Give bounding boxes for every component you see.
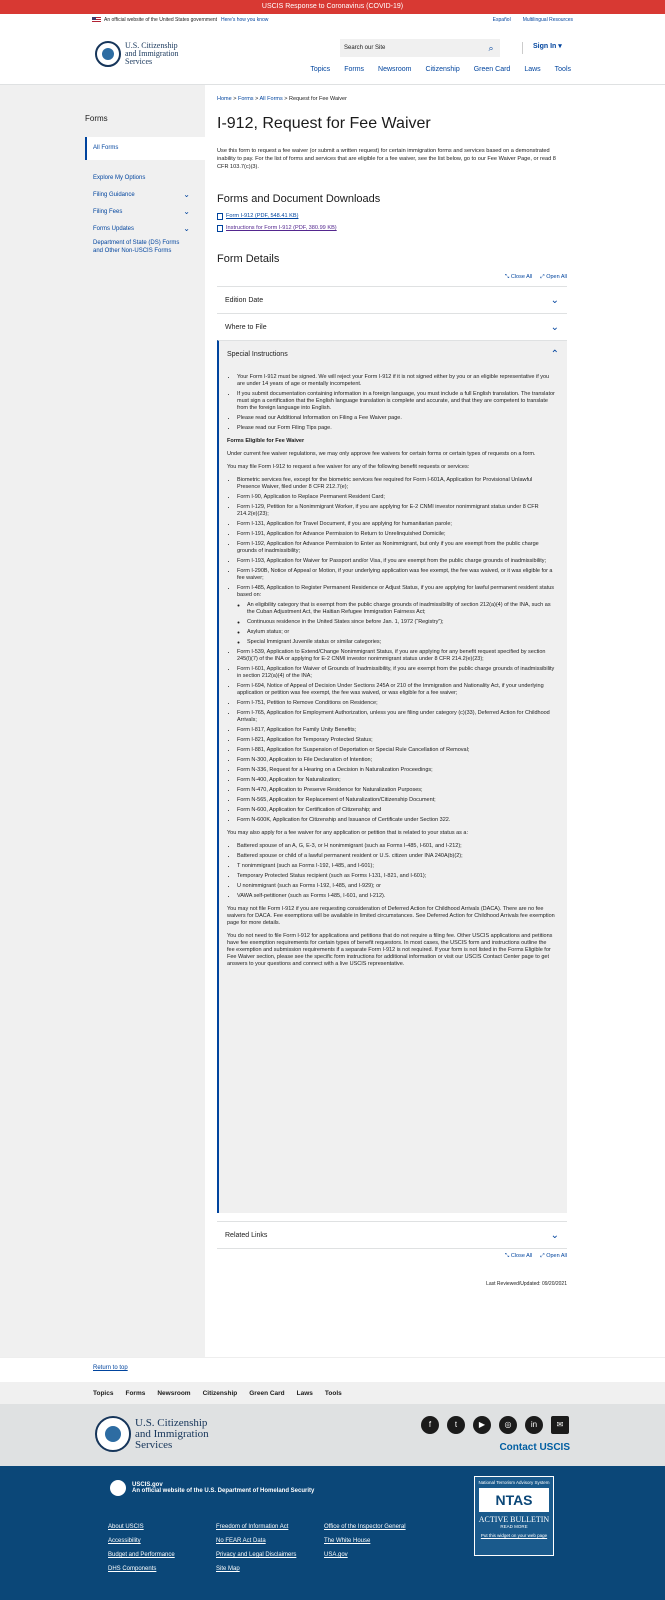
breadcrumb: Home > Forms > All Forms > Request for Fee Waiver <box>217 96 347 102</box>
sign-in-label: Sign In <box>533 43 557 50</box>
list-item: ◦ Continuous residence in the United States since before Jan. 1, 1972 (“Registry”); <box>247 619 555 626</box>
accordion-related-links[interactable] <box>217 1221 567 1248</box>
main-content <box>205 85 665 1357</box>
sign-in-button[interactable]: Sign In ▾ <box>522 42 562 54</box>
list-item: • Battered spouse of an A, G, E-3, or H nonimmigrant (such as Forms I-485, I-601, and I-212); <box>237 843 555 850</box>
list-item: • U nonimmigrant (such as Forms I-192, I-485, and I-929); or <box>237 883 555 890</box>
instagram-icon[interactable]: ◎ <box>499 1416 517 1434</box>
list-item: • Form N-565, Application for Replacement of Naturalization/Citizenship Document; <box>237 797 555 804</box>
list-item: • If you submit documentation containing information in a foreign language, you must include a full English translation. The translator must sign a certification that the English language translation is complete and accurate, and that they are competent to translate from the foreign language into English. <box>237 391 555 412</box>
footer-link[interactable]: DHS Components <box>108 1566 157 1572</box>
list-item[interactable]: • Please read our Form Filing Tips page. <box>237 425 555 432</box>
contact-uscis-link[interactable]: Contact USCIS <box>499 1442 570 1453</box>
list-item: • Temporary Protected Status recipient (such as Forms I-131, I-821, and I-601); <box>237 873 555 880</box>
footer-logo[interactable] <box>95 1416 209 1452</box>
crumb-current: Request for Fee Waiver <box>289 96 347 102</box>
twitter-icon[interactable]: t <box>447 1416 465 1434</box>
social-links <box>421 1416 569 1434</box>
sidebar-item-state-forms[interactable]: Department of State (DS) Forms and Other Non-USCIS Forms <box>93 240 180 254</box>
download-instructions-label[interactable]: Instructions for Form I-912 (PDF, 380.99 KB) <box>226 225 337 231</box>
chevron-down-icon: ⌄ <box>550 1229 559 1241</box>
nav-laws[interactable]: Laws <box>524 66 541 73</box>
dhs-official-label[interactable]: An official website of the U.S. Department of Homeland Security <box>132 1488 315 1494</box>
accordion-where-to-file[interactable] <box>217 313 567 340</box>
list-item: • T nonimmigrant (such as Forms I-192, I-485, and I-601); <box>237 863 555 870</box>
list-item: • Form I-131, Application for Travel Document, if you are applying for humanitarian parole; <box>237 521 555 528</box>
open-all-button[interactable]: ⤢ Open All <box>540 1253 567 1259</box>
nav-citizenship[interactable]: Citizenship <box>425 66 460 73</box>
gov-banner <box>0 14 665 25</box>
crumb-all-forms[interactable]: All Forms <box>259 96 283 102</box>
crumb-forms[interactable]: Forms <box>237 96 254 102</box>
logo-line: U.S. Citizenship <box>135 1416 208 1429</box>
special-instructions-panel <box>217 367 567 1213</box>
list-item: • Form I-751, Petition to Remove Conditions on Residence; <box>237 700 555 707</box>
list-item: • Form N-470, Application to Preserve Residence for Naturalization Purposes; <box>237 787 555 794</box>
download-instructions-link[interactable] <box>217 225 665 232</box>
footer-nav-green-card[interactable]: Green Card <box>249 1389 285 1397</box>
list-item: • Form I-193, Application for Waiver for Passport and/or Visa, if you are exempt from the public charge grounds of inadmissibility; <box>237 558 555 565</box>
search-input[interactable] <box>340 39 500 57</box>
file-icon <box>217 213 223 220</box>
intro-text: Use this form to request a fee waiver (or submit a written request) for certain immigration forms and services based on a demonstrated inability to pay. For the list of forms and services that are eligible for a fee waiver, see the list below, go to our Fee Waiver Page, or read 8 CFR 103.7(c)(3). <box>217 148 556 170</box>
sidebar-title: Forms <box>85 114 108 123</box>
linkedin-icon[interactable]: in <box>525 1416 543 1434</box>
footer-link[interactable]: The White House <box>324 1538 371 1544</box>
footer-nav-newsroom[interactable]: Newsroom <box>157 1389 191 1397</box>
list-item: • Battered spouse or child of a lawful permanent resident or U.S. citizen under INA 240A(b)(2); <box>237 853 555 860</box>
ntas-read-more[interactable]: READ MORE <box>500 1524 528 1529</box>
official-site-text: An official website of the United States government <box>104 16 218 23</box>
nav-forms[interactable]: Forms <box>344 66 365 73</box>
uscis-logo[interactable] <box>95 41 179 67</box>
crumb-home[interactable]: Home <box>217 96 232 102</box>
list-item: • Form I-694, Notice of Appeal of Decision Under Sections 245A or 210 of the Immigration and Nationality Act, if your underlying application or petition was fee exempt, the fee was waived, or was eligible for a fee waiver; <box>237 683 555 697</box>
footer-link[interactable]: Budget and Performance <box>108 1552 175 1558</box>
footer-link[interactable]: Privacy and Legal Disclaimers <box>216 1552 297 1558</box>
footer-link[interactable]: Site Map <box>216 1566 240 1572</box>
list-item: • Form I-881, Application for Suspension of Deportation or Special Rule Cancellation of Removal; <box>237 747 555 754</box>
search-icon[interactable]: ⌕ <box>488 42 494 53</box>
close-all-button[interactable]: ⤡ Close All <box>504 1253 533 1259</box>
sidebar-item-all-forms[interactable]: All Forms <box>85 137 205 160</box>
footer-link[interactable]: Office of the Inspector General <box>324 1524 406 1530</box>
eligible-p2: You may file Form I-912 to request a fee waiver for any of the following benefit requests or services: <box>227 464 470 470</box>
list-item: • Form I-601, Application for Waiver of Grounds of Inadmissibility, if you are exempt from the public charge grounds of inadmissibility in section 212(a)(4) of the INA; <box>237 666 555 680</box>
last-reviewed: Last Reviewed/Updated: 09/20/2021 <box>486 1281 567 1287</box>
nav-green-card[interactable]: Green Card <box>473 66 511 73</box>
list-item: • Biometric services fee, except for the biometric services fee required for Form I-601A, Application for Provisional Unlawful Presence Waiver, filed under 8 CFR 212.7(e); <box>237 477 555 491</box>
open-all-button[interactable]: ⤢ Open All <box>540 274 567 280</box>
sidebar-item-explore[interactable] <box>85 169 190 186</box>
list-item: • Form N-336, Request for a Hearing on a Decision in Naturalization Proceedings; <box>237 767 555 774</box>
chevron-down-icon[interactable]: ⌄ <box>183 207 190 216</box>
chevron-up-icon: ⌃ <box>550 348 559 360</box>
ntas-title: National Terrorism Advisory System <box>478 1480 550 1485</box>
footer-nav <box>0 1382 665 1404</box>
email-icon[interactable]: ✉ <box>551 1416 569 1434</box>
list-item[interactable]: • Please read our Additional Information on Filing a Fee Waiver page. <box>237 415 555 422</box>
footer-nav-laws[interactable]: Laws <box>296 1389 313 1397</box>
i485-sublist <box>237 602 555 646</box>
ntas-widget-link[interactable]: Put this widget on your web page <box>480 1533 548 1538</box>
footer-nav-topics[interactable]: Topics <box>93 1389 114 1397</box>
uscis-gov-label: USCIS.gov <box>132 1482 163 1488</box>
status-intro: You may also apply for a fee waiver for any application or petition that is related to your status as a: <box>227 830 469 836</box>
nav-topics[interactable]: Topics <box>310 66 331 73</box>
footer-link[interactable]: No FEAR Act Data <box>216 1538 266 1544</box>
dhs-identifier <box>110 1480 314 1496</box>
list-item: ◦ An eligibility category that is exempt from the public charge grounds of inadmissibility of section 212(a)(4) of the INA, such as the Cuban Adjustment Act, the Haitian Refugee Immigration Fairness Act; <box>247 602 555 616</box>
download-form-label[interactable]: Form I-912 (PDF, 548.41 KB) <box>226 213 299 219</box>
list-item: ◦ Asylum status; or <box>247 629 555 636</box>
ntas-active-bulletin: ACTIVE BULLETIN <box>478 1515 550 1524</box>
ntas-widget[interactable] <box>474 1476 554 1556</box>
accordion-label: Special Instructions <box>227 350 288 358</box>
ntas-logo: NTAS <box>479 1488 549 1512</box>
chevron-down-icon: ⌄ <box>550 294 559 306</box>
close-all-button[interactable]: ⤡ Close All <box>504 274 533 280</box>
list-item: • Your Form I-912 must be signed. We will reject your Form I-912 if it is not signed either by you or an eligible representative if you are under 14 years of age or mentally incompetent. <box>237 374 555 388</box>
accordion-edition-date[interactable] <box>217 286 567 313</box>
eligible-list <box>227 477 555 824</box>
logo-line: and Immigration <box>135 1427 209 1440</box>
chevron-down-icon: ⌄ <box>550 321 559 333</box>
facebook-icon[interactable]: f <box>421 1416 439 1434</box>
file-icon <box>217 225 223 232</box>
chevron-down-icon[interactable]: ⌄ <box>183 224 190 233</box>
accordion-label: Edition Date <box>225 296 264 304</box>
site-header <box>0 25 665 85</box>
daca-text: You may not file Form I-912 if you are requesting consideration of Deferred Action for Childhood Arrivals (DACA). There are no fee waivers for DACA. Fee exemptions will be available in limited circumstances. See Deferred Action for Childhood Arrivals fee exemption page for more details. <box>227 906 555 926</box>
form-details-heading: Form Details <box>217 253 280 265</box>
list-item: • Form I-90, Application to Replace Permanent Resident Card; <box>237 494 555 501</box>
list-item: • Form I-290B, Notice of Appeal or Motion, if your underlying application was fee exempt, the fee was waived, or it was eligible for a fee waiver; <box>237 568 555 582</box>
footer-link[interactable]: Freedom of Information Act <box>216 1524 289 1530</box>
dhs-seal-icon <box>95 1416 131 1452</box>
list-item: • Form N-300, Application to File Declaration of Intention; <box>237 757 555 764</box>
list-item: • VAWA self-petitioner (such as Forms I-485, I-601, and I-212). <box>237 893 555 900</box>
search-placeholder: Search our Site <box>344 45 386 51</box>
si-list <box>227 374 555 432</box>
list-item: • Form I-765, Application for Employment Authorization, unless you are filing under category (c)(33), Deferred Action for Childhood Arrivals; <box>237 710 555 724</box>
sidebar-item-label: Forms Updates <box>93 225 135 232</box>
sidebar-item-forms-updates[interactable] <box>85 220 190 237</box>
footer-bottom <box>0 1466 665 1600</box>
sidebar-item-filing-fees[interactable] <box>85 203 190 220</box>
list-item: • Form I-129, Petition for a Nonimmigrant Worker, if you are applying for E-2 CNMI investor nonimmigrant status under 8 CFR 214.2(e)(23); <box>237 504 555 518</box>
footer-nav-forms[interactable]: Forms <box>125 1389 146 1397</box>
eligible-p1: Under current fee waiver regulations, we may only approve fee waivers for certain forms or certain types of requests on a form. <box>227 451 536 457</box>
list-item: • Form I-191, Application for Advance Permission to Return to Unrelinquished Domicile; <box>237 531 555 538</box>
chevron-down-icon[interactable]: ⌄ <box>183 190 190 199</box>
downloads-heading: Forms and Document Downloads <box>217 193 381 205</box>
espanol-link[interactable]: Español <box>492 16 511 23</box>
footer-nav-citizenship[interactable]: Citizenship <box>202 1389 238 1397</box>
list-item: • Form I-821, Application for Temporary Protected Status; <box>237 737 555 744</box>
list-item-text: Form I-485, Application to Register Permanent Residence or Adjust Status, if you are applying for lawful permanent resident status based on: <box>237 585 555 598</box>
sidebar-item-label: Explore My Options <box>93 174 146 181</box>
accordion-toggles-bottom <box>217 1248 567 1260</box>
list-item <box>237 585 555 646</box>
logo-line: U.S. Citizenship <box>125 41 178 50</box>
dhs-seal-icon <box>110 1480 126 1496</box>
close-all-label: Close All <box>510 274 533 280</box>
logo-line: and Immigration <box>125 49 179 58</box>
accordion-label: Related Links <box>225 1231 268 1239</box>
nav-tools[interactable]: Tools <box>554 66 571 73</box>
return-to-top-link[interactable] <box>0 1357 665 1382</box>
main-nav <box>310 66 571 73</box>
close-all-label: Close All <box>510 1253 533 1259</box>
multilingual-link[interactable]: Multilingual Resources <box>522 16 573 23</box>
open-all-label: Open All <box>546 1253 567 1259</box>
sidebar-item-filing-guidance[interactable] <box>85 186 190 203</box>
list-item: • Form I-817, Application for Family Unity Benefits; <box>237 727 555 734</box>
youtube-icon[interactable]: ▶ <box>473 1416 491 1434</box>
footer-link[interactable]: Accessibility <box>108 1538 141 1544</box>
logo-line: Services <box>135 1438 173 1451</box>
dhs-seal-icon <box>95 41 121 67</box>
list-item: ◦ Special Immigrant Juvenile status or similar categories; <box>247 639 555 646</box>
nav-newsroom[interactable]: Newsroom <box>378 66 412 73</box>
open-all-label: Open All <box>546 274 567 280</box>
return-to-top-label[interactable]: Return to top <box>93 1365 128 1371</box>
accordion-toggles <box>217 274 567 281</box>
status-list <box>227 843 555 900</box>
list-item: • Form N-600K, Application for Citizenship and Issuance of Certificate under Section 322. <box>237 817 555 824</box>
accordion-special-instructions[interactable] <box>217 340 567 367</box>
footer-mid <box>0 1404 665 1466</box>
sidebar-item-label: Filing Fees <box>93 208 123 215</box>
no-fee-text: You do not need to file Form I-912 for applications and petitions that do not require a filing fee. Other USCIS applications and petitions have fee exemption requirements for certain types of benefit requestors. In most cases, the USCIS form and instructions outline the fee exemption and submission requirements if a separate Form I-912 is not required. If your form is not listed in the Forms Eligible for Fee Waiver section, please see the specific form instructions for additional information or visit our USCIS Contact Center page to get answers to your questions and connect with a live USCIS representative. <box>227 933 553 967</box>
footer-link[interactable]: About USCIS <box>108 1524 144 1530</box>
accordion-label: Where to File <box>225 323 267 331</box>
us-flag-icon <box>92 17 101 23</box>
eligible-heading: Forms Eligible for Fee Waiver <box>227 438 305 444</box>
list-item: • Form N-400, Application for Naturalization; <box>237 777 555 784</box>
logo-line: Services <box>125 57 153 66</box>
footer-link[interactable]: USA.gov <box>324 1552 348 1558</box>
list-item: • Form I-192, Application for Advance Permission to Enter as Nonimmigrant, but only if you are exempt from the public charge grounds of inadmissibility; <box>237 541 555 555</box>
list-item: • Form I-539, Application to Extend/Change Nonimmigrant Status, if you are applying for any benefit request specified by section 245(l)(7) of the INA or applying for E-2 CNMI investor nonimmigrant status under 8 CFR 214.2(e)(23); <box>237 649 555 663</box>
download-form-link[interactable] <box>217 213 665 220</box>
list-item: • Form N-600, Application for Certification of Citizenship; and <box>237 807 555 814</box>
footer-links <box>108 1524 432 1572</box>
sidebar <box>0 85 205 1357</box>
page-title: I-912, Request for Fee Waiver <box>217 115 431 132</box>
heres-how-link[interactable]: Here's how you know <box>221 16 269 23</box>
footer-nav-tools[interactable]: Tools <box>324 1389 342 1397</box>
sidebar-item-label: Filing Guidance <box>93 191 135 198</box>
covid-alert-banner[interactable]: USCIS Response to Coronavirus (COVID-19) <box>0 0 665 14</box>
